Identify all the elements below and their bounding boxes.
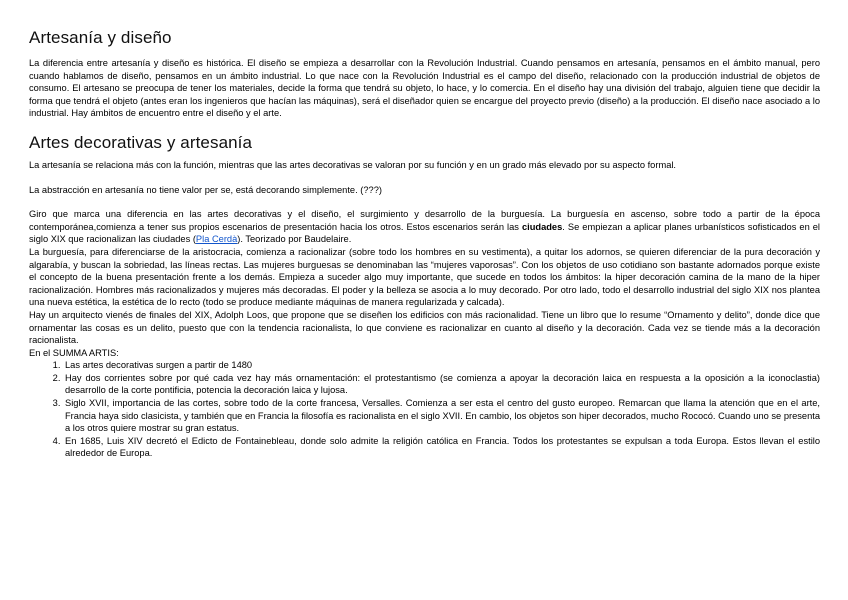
paragraph-abstraccion: La abstracción en artesanía no tiene valor per se, está decorando simplemente. (???) bbox=[29, 184, 382, 195]
paragraph-burguesia-racionalizar: La burguesía, para diferenciarse de la aristocracia, comienza a racionalizar (sobre todo los hombres en su vestimenta), a quitar los adornos, se quieren diferenciar de la pura decoración y algarabía, y buscan la sobriedad, las líneas rectas. Las mujeres burguesas se denominaban las “mujeres vaporosas”. Con los objetos de uso cotidiano son bastante adornados porque existe el concepto de la buena presentación frente a los demás. Empieza a suceder algo muy importante, que sucede en todos los ámbitos: la hiper decoración camina de la mano de la hiper racionalización. Hombres más racionalizados y mujeres más decoradas. El poder y la belleza se asocia a lo muy decorado. Por otro lado, todo el desarrollo industrial del siglo XIX nos plantea una nueva estética, la estética de lo recto (todo se produce mediante máquinas de manera regularizada y calcada). bbox=[29, 246, 820, 308]
link-pla-cerda[interactable]: Pla Cerdà bbox=[195, 234, 238, 245]
paragraph-adolph-loos: Hay un arquitecto vienés de finales del XIX, Adolph Loos, que propone que se diseñen los edificios con más racionalidad. Tiene un libro que lo resume “Ornamento y delito”, donde dice que ornamentar las cosas es un delito, puesto que con la tendencia racionalista, lo que conviene es racionalizar en cuanto al diseño y la decoración. Cada vez se tiende más a la decoración racionalista. bbox=[29, 309, 820, 346]
text-span: ). Teorizado por Baudelaire. bbox=[237, 234, 352, 245]
paragraph-funcion: La artesanía se relaciona más con la función, mientras que las artes decorativas se valoran por su función y en un grado más elevado por su aspecto formal. bbox=[29, 159, 677, 170]
numbered-list bbox=[29, 359, 820, 460]
paragraph-artesania-diseno: La diferencia entre artesanía y diseño es histórica. El diseño se empieza a desarrollar con la Revolución Industrial. Cuando pensamos en artesanía, pensamos en el ámbito manual, pero cuando hablamos de diseño, pensamos en un ámbito industrial. Lo que nace con la Revolución Industrial es el campo del diseño, relacionado con la producción industrial de objetos de consumo. El artesano se preocupa de tener los materiales, decide la forma que tendrá su objeto, lo hace, y lo comercia. En el diseño hay una división del trabajo, alguien tiene que decidir la forma que tendrá el objeto (antes eran los ingenieros que hacían las máquinas), será el diseñador quien se encargue del proyecto previo (diseño) a la producción. El diseño nace asociado a lo industrial. Hay ámbitos de encuentro entre el diseño y el arte. bbox=[29, 58, 820, 119]
list-item: 4. En 1685, Luis XIV decretó el Edicto de Fontainebleau, donde solo admite la religión católica en Francia. Todos los protestantes se expulsan a toda Europa. Estos llevan el estilo alrededor de Europa. bbox=[63, 435, 820, 460]
bold-ciudades: ciudades bbox=[521, 221, 563, 232]
heading-artes-decorativas: Artes decorativas y artesanía bbox=[29, 132, 253, 152]
text-span: Giro que marca una diferencia en las artes decorativas y el diseño, el surgimiento y desarrollo de la burguesía. La burguesía en ascenso, sobre todo a partir de la época contemporánea,comienza a tener sus propios escenarios de presentación hacia los otros. Estos escenarios serán las bbox=[29, 209, 820, 232]
list-item: 2. Hay dos corrientes sobre por qué cada vez hay más ornamentación: el protestantismo (se comienza a apoyar la decoración laica en respuesta a la oposición a la iconoclastia) desarrollo de la corte pontificia, potencia la decoración laica y lujosa. bbox=[63, 372, 820, 397]
text-span: . Se empiezan a aplicar planes urbanísticos sofisticados en el siglo XIX que racionalizan las ciudades ( bbox=[29, 221, 820, 245]
heading-artesania-diseno: Artesanía y diseño bbox=[29, 28, 172, 47]
list-item: 3. Siglo XVII, importancia de las cortes, sobre todo de la corte francesa, Versalles. Comienza a ser esta el centro del gusto europeo. Remarcan que llama la atención que en el arte, Francia haya sido clasicista, y también que en Francia la filosofía es racionalista en el siglo XVII. En cambio, los objetos son hiper decorados, mucho Rococó. Cuando uno se presenta a los otros quiere mostrar su gran estatus. bbox=[63, 397, 820, 435]
paragraph-summa-artis: En el SUMMA ARTIS: bbox=[29, 347, 119, 358]
paragraph-burguesia-giro bbox=[29, 208, 820, 246]
list-item: 1. Las artes decorativas surgen a partir de 1480 bbox=[63, 359, 820, 372]
